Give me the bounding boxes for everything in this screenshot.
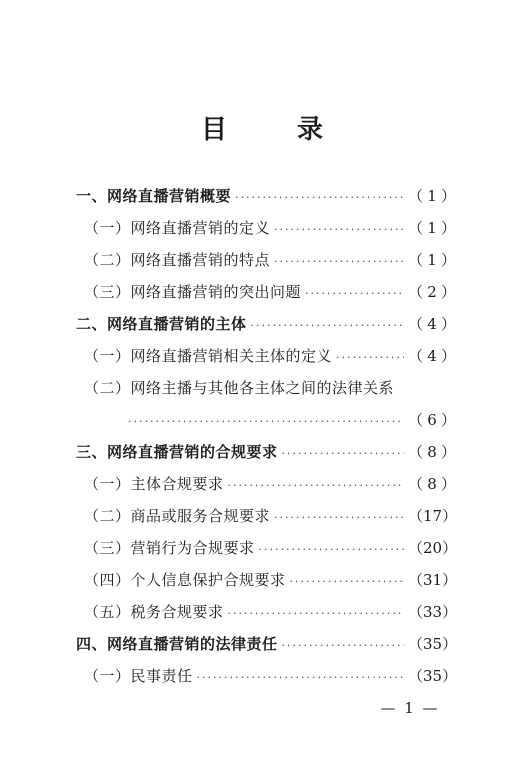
toc-page-number: 17 <box>423 507 443 525</box>
toc-entry[interactable] <box>76 440 457 464</box>
toc-entry-page: （35） <box>408 632 448 656</box>
toc-dot-leader <box>282 634 404 658</box>
toc-entry-label: （三）网络直播营销的突出问题 <box>84 283 302 301</box>
toc-entry-page: （35） <box>408 664 448 688</box>
toc-entry[interactable] <box>84 376 448 400</box>
toc-entry-page: （17） <box>408 504 448 528</box>
toc-page-number: 35 <box>423 667 443 685</box>
toc-dot-leader <box>259 538 404 562</box>
toc-page-number: 35 <box>423 635 443 653</box>
toc-dot-leader <box>274 506 404 530</box>
toc-entry-label: （二）商品或服务合规要求 <box>84 507 271 525</box>
toc-entry-label: （四）个人信息保护合规要求 <box>84 571 286 589</box>
toc-entry-page: （31） <box>408 568 448 592</box>
toc-entry[interactable] <box>84 472 457 496</box>
toc-entry-label: （二）网络直播营销的特点 <box>84 251 271 269</box>
toc-entry-page: （ 8 ） <box>408 440 448 464</box>
toc-entry-page: （ 1 ） <box>408 216 448 240</box>
toc-entry[interactable] <box>84 344 457 368</box>
toc-entry-label: （二）网络主播与其他各主体之间的法律关系 <box>84 379 395 397</box>
toc-entry-label: （一）网络直播营销相关主体的定义 <box>84 347 333 365</box>
toc-page-number: 31 <box>423 571 443 589</box>
toc-page-number: 1 <box>427 251 437 269</box>
toc-dot-leader <box>282 442 404 466</box>
toc-dot-leader <box>128 410 404 434</box>
toc-entry-page: （ 4 ） <box>408 312 448 336</box>
toc-page-number: 6 <box>427 411 437 429</box>
toc-entry[interactable] <box>84 664 458 688</box>
page-number: — 1 — <box>380 699 440 717</box>
toc-dot-leader <box>305 282 404 306</box>
toc-page-number: 20 <box>423 539 443 557</box>
toc-page-number: 8 <box>427 475 437 493</box>
toc-entry-label: （三）营销行为合规要求 <box>84 539 255 557</box>
toc-entry-page: （ 6 ） <box>408 408 448 432</box>
toc-entry[interactable] <box>84 600 458 624</box>
toc-page-number: 2 <box>427 283 437 301</box>
toc-entry[interactable] <box>84 568 458 592</box>
toc-page-number: 1 <box>427 187 437 205</box>
toc-entry-label: 三、网络直播营销的合规要求 <box>76 443 278 461</box>
toc-entry-page: （ 2 ） <box>408 280 448 304</box>
toc-entry-page: （20） <box>408 536 448 560</box>
toc-entry[interactable] <box>84 280 457 304</box>
toc-dot-leader <box>251 314 404 338</box>
toc-entry[interactable] <box>76 312 457 336</box>
toc-entry-label: （一）民事责任 <box>84 667 193 685</box>
toc-entry-label: 二、网络直播营销的主体 <box>76 315 247 333</box>
toc-entry[interactable] <box>84 216 457 240</box>
toc-dot-leader <box>228 602 404 626</box>
toc-entry-label: 四、网络直播营销的法律责任 <box>76 635 278 653</box>
toc-entry-page: （33） <box>408 600 448 624</box>
toc-dot-leader <box>290 570 404 594</box>
toc-entry-label: 一、网络直播营销概要 <box>76 187 232 205</box>
toc-page-number: 33 <box>423 603 443 621</box>
toc-entry-continuation[interactable] <box>128 408 457 432</box>
toc-dot-leader <box>197 666 404 690</box>
toc-dot-leader <box>336 346 404 370</box>
toc-dot-leader <box>228 474 404 498</box>
toc-entry-label: （五）税务合规要求 <box>84 603 224 621</box>
toc-page-number: 4 <box>427 347 437 365</box>
toc-entry[interactable] <box>84 504 458 528</box>
page-title: 目 录 <box>200 115 345 145</box>
toc-entry-label: （一）网络直播营销的定义 <box>84 219 271 237</box>
toc-page-number: 8 <box>427 443 437 461</box>
toc-entry-page: （ 4 ） <box>408 344 448 368</box>
toc-entry-label: （一）主体合规要求 <box>84 475 224 493</box>
toc-entry-page: （ 8 ） <box>408 472 448 496</box>
toc-entry-page: （ 1 ） <box>408 248 448 272</box>
toc-entry-page: （ 1 ） <box>408 184 448 208</box>
toc-entry[interactable] <box>84 248 457 272</box>
toc-dot-leader <box>274 218 404 242</box>
toc-entry[interactable] <box>76 184 457 208</box>
toc-dot-leader <box>274 250 404 274</box>
toc-dot-leader <box>235 186 404 210</box>
toc-page-number: 4 <box>427 315 437 333</box>
toc-entry[interactable] <box>84 536 458 560</box>
toc-entry[interactable] <box>76 632 458 656</box>
toc-page-number: 1 <box>427 219 437 237</box>
